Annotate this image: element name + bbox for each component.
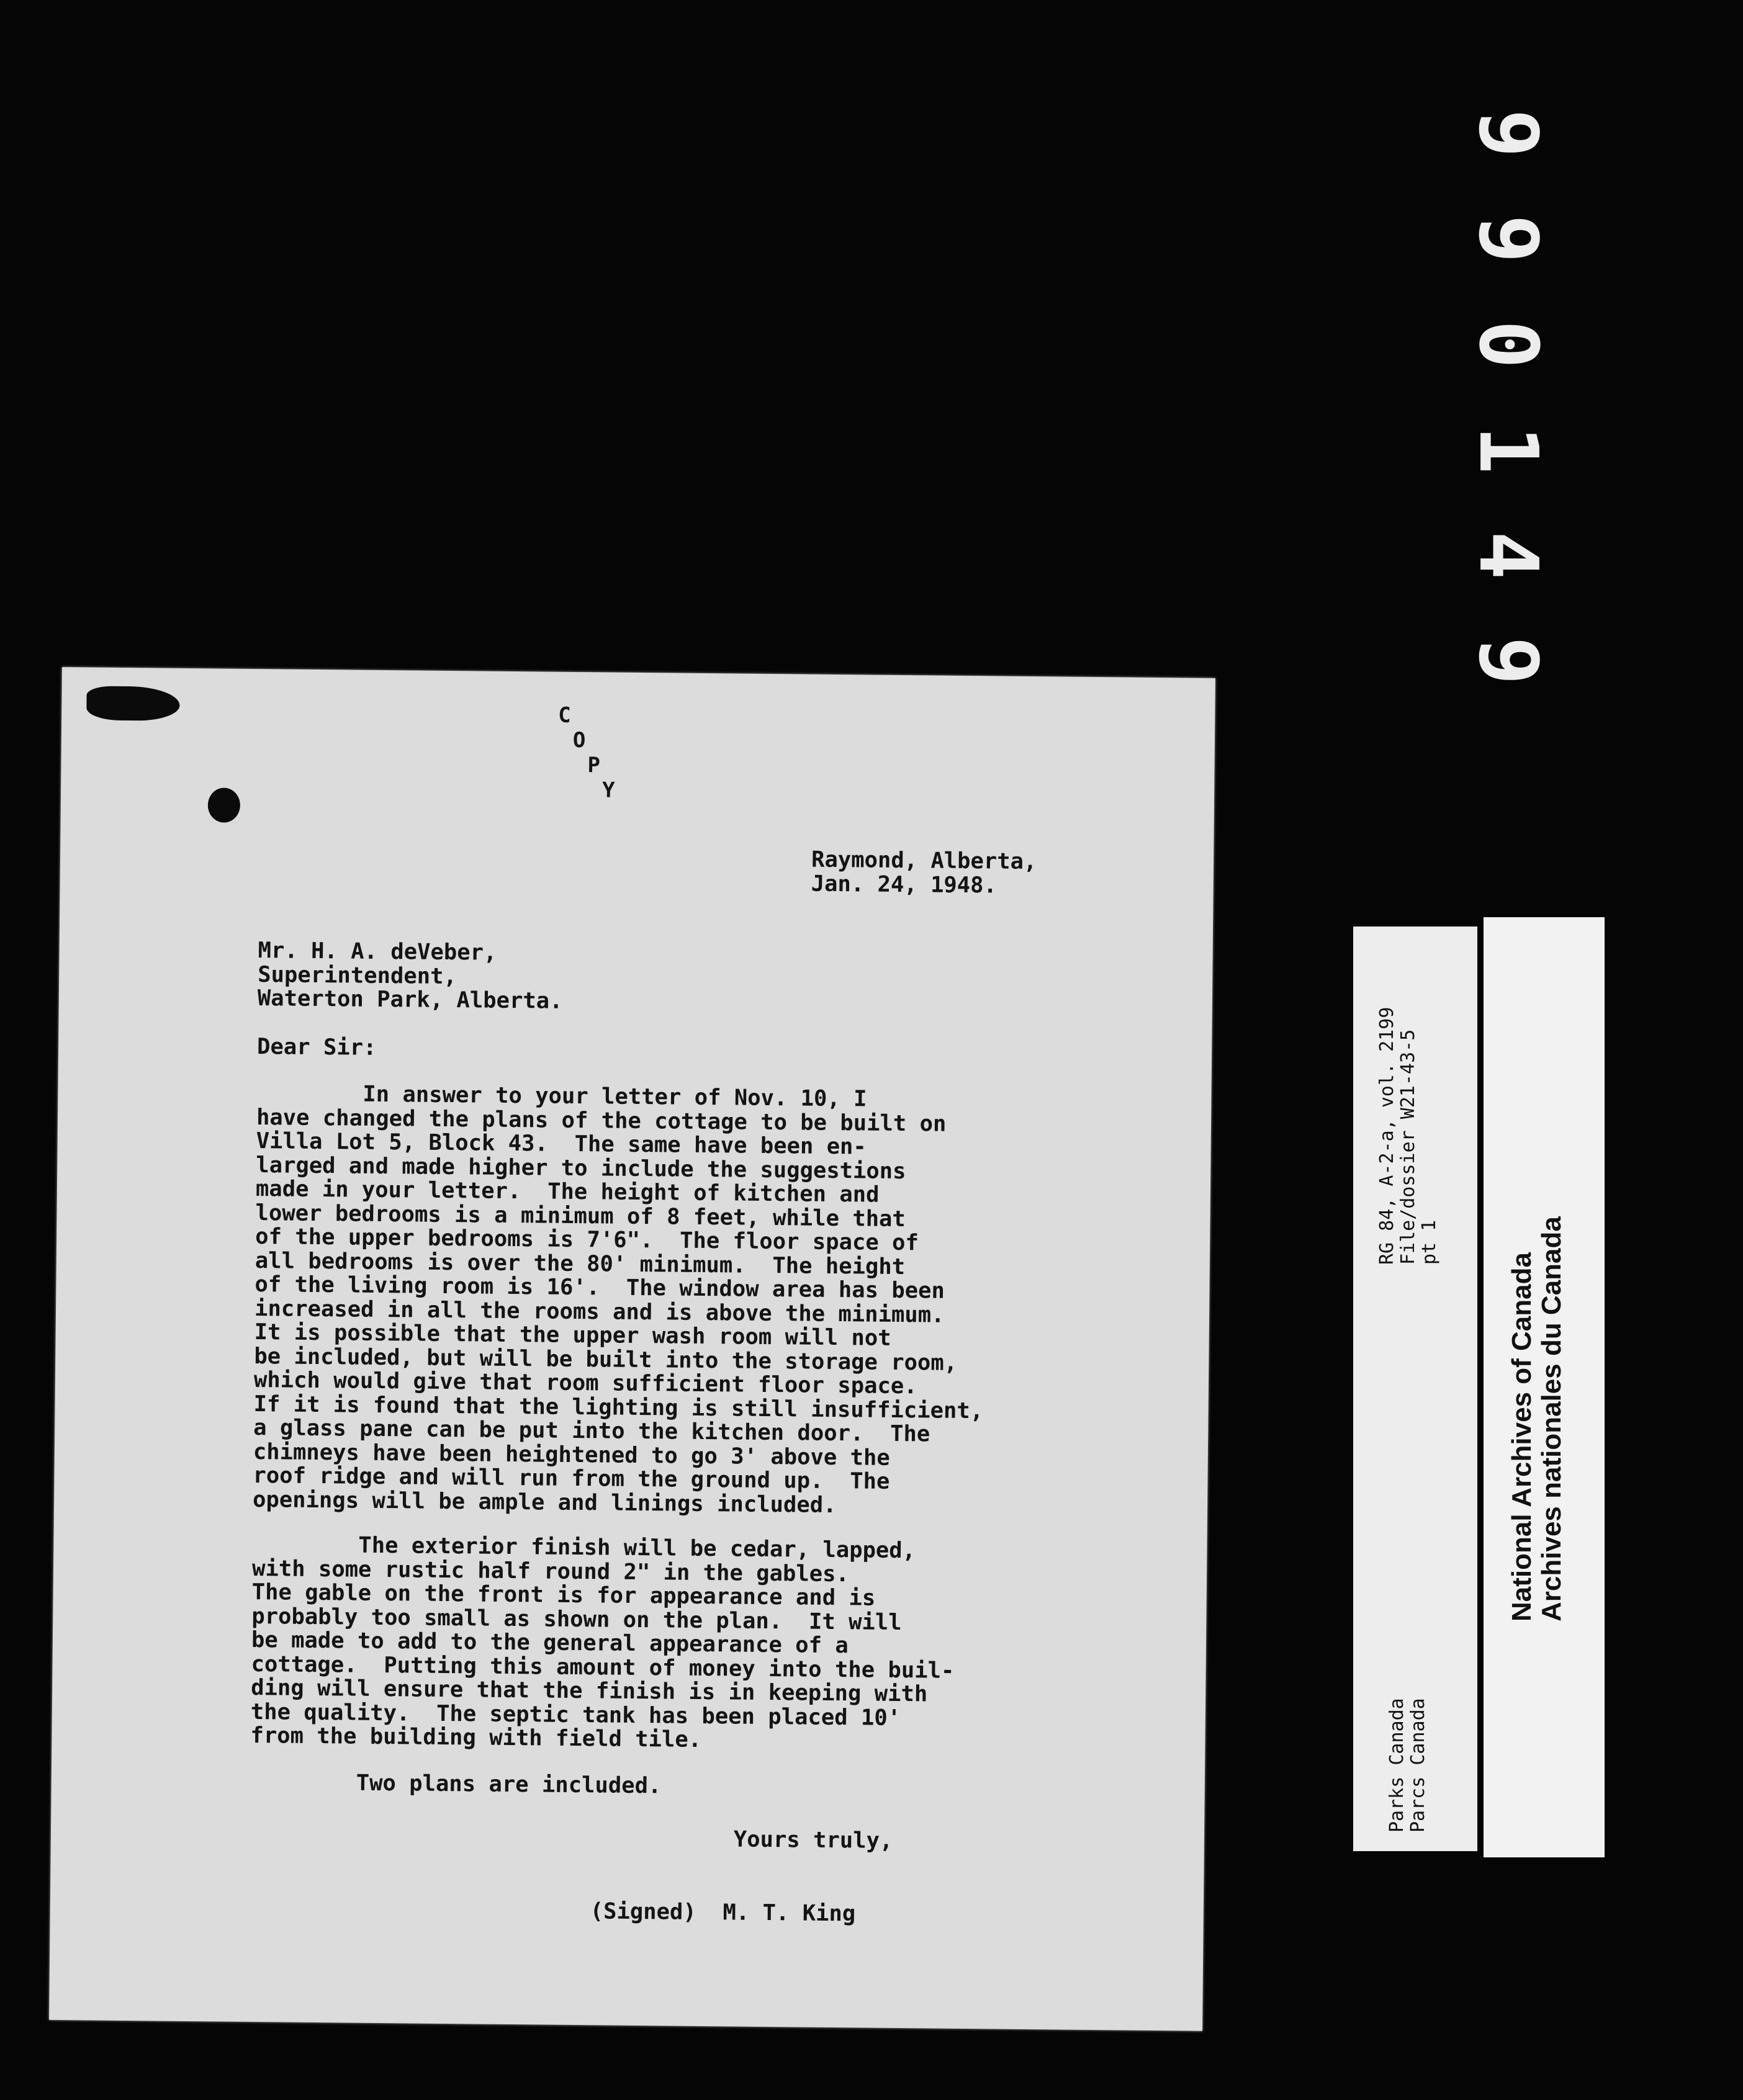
copy-letter: C xyxy=(558,702,571,728)
body-line: openings will be ample and linings included. xyxy=(252,1486,837,1518)
body-line: Villa Lot 5, Block 43. The same have been en- xyxy=(256,1128,867,1160)
body-line: of the upper bedrooms is 7'6". The floor space of xyxy=(255,1224,919,1256)
body-line: have changed the plans of the cottage to be built on xyxy=(256,1104,947,1137)
agency-line: Parcs Canada xyxy=(1407,1698,1429,1833)
copy-letter: P xyxy=(587,753,601,778)
reference-line: RG 84, A-2-a, vol. 2199 xyxy=(1376,1007,1398,1265)
body-line: which would give that room sufficient floor space. xyxy=(253,1367,917,1399)
body-line: cottage. Putting this amount of money into the buil- xyxy=(251,1651,955,1684)
letter-page xyxy=(49,667,1215,2031)
signature-line: (Signed) M. T. King xyxy=(590,1898,856,1927)
body-paragraph-3: Two plans are included. xyxy=(250,1769,662,1799)
reference-text xyxy=(1377,1007,1440,1265)
body-line: be included, but will be built into the storage room, xyxy=(254,1343,958,1376)
body-paragraph-2 xyxy=(250,1533,955,1754)
addressee-block xyxy=(258,939,564,1013)
body-line: chimneys have been heightened to go 3' above the xyxy=(253,1438,890,1471)
body-line: probably too small as shown on the plan. It will xyxy=(251,1603,902,1635)
archive-name-line: Archives nationales du Canada xyxy=(1536,1216,1567,1622)
archive-name-text xyxy=(1507,1216,1567,1622)
body-line: be made to add to the general appearance of a xyxy=(251,1627,849,1659)
closing: Yours truly, xyxy=(733,1826,893,1854)
reference-line: File/dossier W21-43-5 xyxy=(1397,1029,1419,1265)
salutation: Dear Sir: xyxy=(256,1034,377,1061)
body-line: from the building with field tile. xyxy=(250,1722,702,1752)
body-line: with some rustic half round 2" in the gables. xyxy=(251,1555,850,1587)
archive-reference-label xyxy=(1353,927,1477,1851)
frame-digit: 1 xyxy=(1461,425,1556,475)
dateline-date: Jan. 24, 1948. xyxy=(811,871,998,898)
body-line: made in your letter. The height of kitchen and xyxy=(255,1176,880,1208)
body-paragraph-1 xyxy=(253,1082,986,1519)
body-line: If it is found that the lighting is still insufficient, xyxy=(253,1391,984,1424)
archive-name-label xyxy=(1484,917,1605,1857)
addressee-line: Mr. H. A. deVeber, xyxy=(258,938,497,966)
body-line: In answer to your letter of Nov. 10, I xyxy=(256,1080,867,1112)
body-line: increased in all the rooms and is above the minimum. xyxy=(254,1295,945,1328)
body-line: roof ridge and will run from the ground up. The xyxy=(253,1463,890,1494)
body-line: a glass pane can be put into the kitchen door. The xyxy=(253,1415,930,1447)
body-line: It is possible that the upper wash room will not xyxy=(254,1319,891,1351)
agency-text xyxy=(1387,1698,1429,1833)
archive-name-line: National Archives of Canada xyxy=(1507,1252,1537,1622)
frame-digit: 4 xyxy=(1461,531,1556,580)
body-line: The gable on the front is for appearance and is xyxy=(251,1579,876,1611)
reference-line: pt 1 xyxy=(1418,1219,1440,1265)
frame-digit: 9 xyxy=(1461,109,1556,158)
frame-number xyxy=(1446,93,1570,701)
addressee-line: Superintendent, xyxy=(258,961,457,989)
frame-digit: 0 xyxy=(1461,320,1556,369)
punch-hole xyxy=(208,787,241,822)
ink-blot xyxy=(86,686,180,720)
addressee-line: Waterton Park, Alberta. xyxy=(257,985,563,1014)
copy-letter: Y xyxy=(601,778,615,803)
body-line: ding will ensure that the finish is in keeping with xyxy=(251,1674,928,1707)
body-line: of the living room is 16'. The window area has been xyxy=(254,1272,945,1304)
frame-digit: 9 xyxy=(1461,636,1556,686)
agency-line: Parks Canada xyxy=(1386,1698,1408,1833)
body-line: lower bedrooms is a minimum of 8 feet, while that xyxy=(255,1200,906,1232)
dateline-place: Raymond, Alberta, xyxy=(811,846,1037,875)
body-line: larged and made higher to include the suggestions xyxy=(256,1152,906,1184)
frame-digit: 9 xyxy=(1461,214,1556,264)
body-line: all bedrooms is over the 80' minimum. The height xyxy=(254,1247,906,1280)
dateline xyxy=(811,848,1037,898)
body-line: The exterior finish will be cedar, lapped, xyxy=(252,1532,916,1564)
body-line: the quality. The septic tank has been placed 10' xyxy=(250,1698,901,1731)
copy-letter: O xyxy=(572,727,586,753)
copy-stamp xyxy=(557,703,658,810)
